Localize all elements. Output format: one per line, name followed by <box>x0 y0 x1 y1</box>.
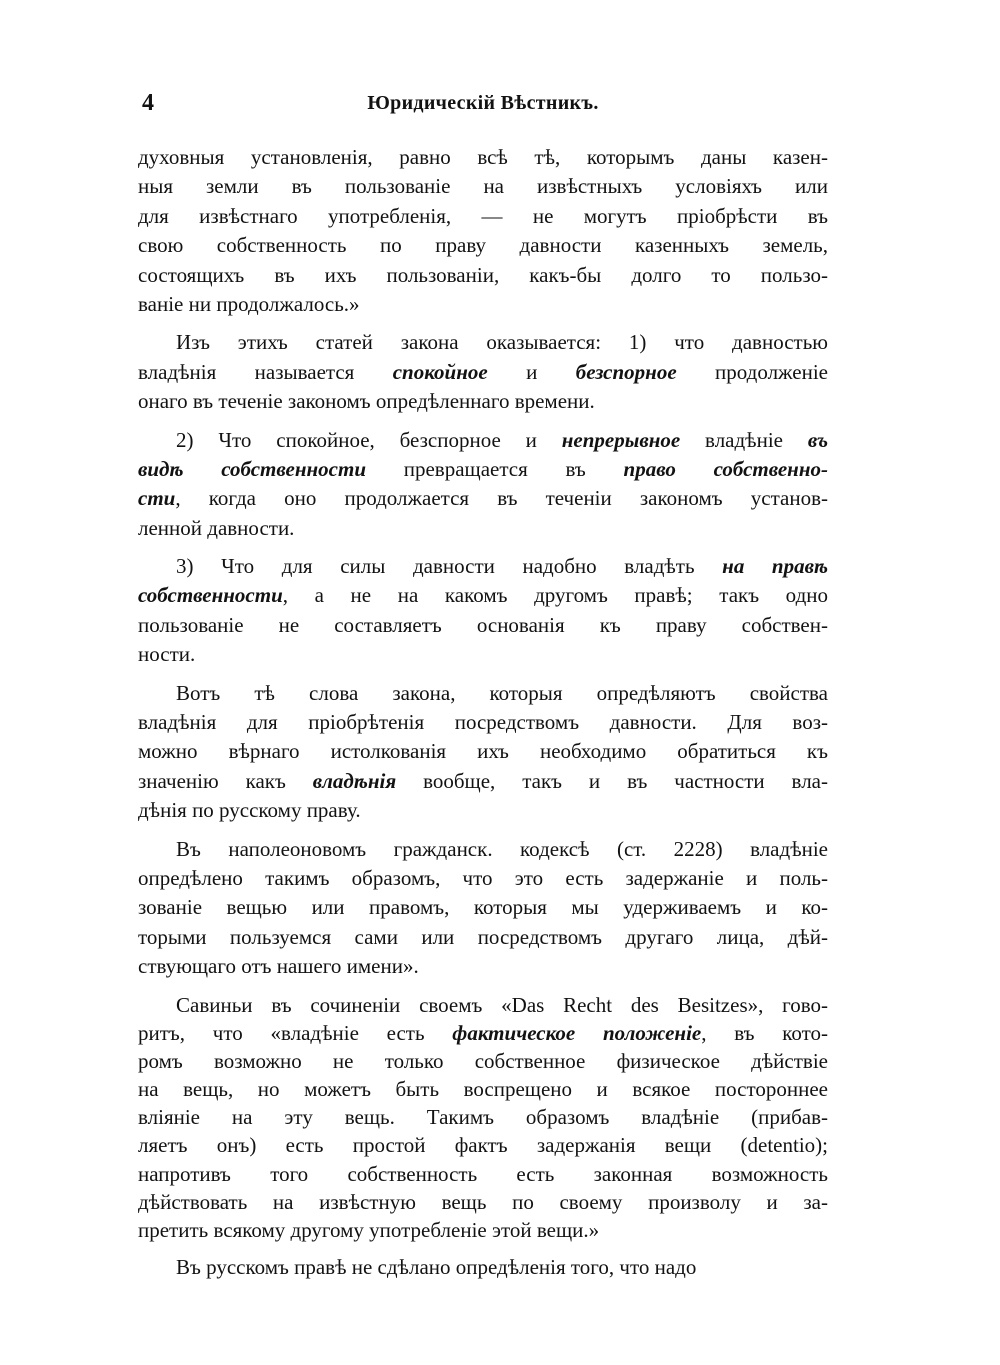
text-line <box>138 426 828 455</box>
emphasis-text: въ <box>807 427 829 452</box>
text-segment: пользованіе не составляетъ основанія къ праву собствен- <box>138 612 828 637</box>
text-segment: претить всякому другому употребленіе этой вещи.» <box>138 1218 600 1243</box>
text-segment: на вещь, но можетъ быть воспрещено и всякое постороннее <box>138 1077 828 1102</box>
running-title: Юридическій Вѣстникъ. <box>367 92 599 114</box>
text-segment: , когда оно продолжается въ теченіи закономъ установ- <box>175 486 828 511</box>
text-segment: Вотъ тѣ слова закона, которыя опредѣляютъ свойства <box>176 680 828 705</box>
paragraph <box>138 143 828 319</box>
text-line <box>138 1216 828 1244</box>
text-segment: свою собственность по праву давности казенныхъ земель, <box>138 233 828 258</box>
text-line <box>138 1131 828 1159</box>
emphasis-text: безспорное <box>575 359 677 384</box>
emphasis-text: видѣ собственности <box>138 456 366 481</box>
text-line <box>138 991 828 1019</box>
text-line <box>138 1253 828 1282</box>
text-line <box>138 1047 828 1075</box>
text-line <box>138 328 828 357</box>
text-segment: ромъ возможно не только собственное физическое дѣйствіе <box>138 1048 828 1073</box>
text-line <box>138 640 828 669</box>
text-line <box>138 261 828 290</box>
text-line <box>138 1188 828 1216</box>
text-segment: ности. <box>138 642 196 667</box>
text-segment: ныя земли въ пользованіе на извѣстныхъ условіяхъ или <box>138 174 828 199</box>
paragraph <box>138 426 828 544</box>
text-line <box>138 611 828 640</box>
text-segment: Изъ этихъ статей закона оказывается: 1) что давностью <box>176 330 828 355</box>
text-segment: зованіе вещью или правомъ, которыя мы удерживаемъ и ко- <box>138 895 828 920</box>
text-segment: превращается въ <box>366 456 624 481</box>
text-segment: духовныя установленія, равно всѣ тѣ, которымъ даны казен- <box>138 145 828 169</box>
emphasis-text: спокойное <box>392 359 488 384</box>
text-segment: значенію какъ <box>138 768 313 793</box>
text-line <box>138 172 828 201</box>
text-line <box>138 893 828 922</box>
paragraph <box>138 991 828 1245</box>
text-segment: вообще, такъ и въ частности вла- <box>396 768 828 793</box>
text-segment: ствующаго отъ нашего имени». <box>138 954 419 979</box>
text-segment: , а не на какомъ другомъ правѣ; такъ одно <box>282 583 828 608</box>
emphasis-text: право собственно- <box>623 456 828 481</box>
emphasis-text: на правѣ <box>722 554 828 579</box>
text-segment: можно вѣрнаго истолкованія ихъ необходимо обратиться къ <box>138 739 828 764</box>
text-segment: владѣнія для пріобрѣтенія посредствомъ давности. Для воз- <box>138 710 828 735</box>
text-segment: ваніе ни продолжалось.» <box>138 291 360 316</box>
text-line <box>138 387 828 416</box>
text-segment: вліяніе на эту вещь. Такимъ образомъ владѣніе (прибав- <box>138 1105 828 1130</box>
text-line <box>138 1075 828 1103</box>
text-segment: Савиньи въ сочиненіи своемъ «Das Recht des Besitzes», гово- <box>176 992 828 1017</box>
text-line <box>138 455 828 484</box>
body-text <box>138 143 828 1292</box>
text-line <box>138 952 828 981</box>
text-segment: для извѣстнаго употребленія, — не могутъ пріобрѣсти въ <box>138 203 828 228</box>
text-segment: 3) Что для силы давности надобно владѣть <box>176 554 723 579</box>
text-segment: опредѣлено такимъ образомъ, что это есть задержаніе и поль- <box>138 865 828 890</box>
text-line <box>138 835 828 864</box>
text-segment: , въ кото- <box>701 1020 828 1045</box>
text-segment: и <box>487 359 576 384</box>
paragraph <box>138 679 828 826</box>
text-line <box>138 1019 828 1047</box>
text-segment: дѣнія по русскому праву. <box>138 798 361 823</box>
emphasis-text: фактическое положеніе <box>452 1020 702 1045</box>
text-line <box>138 358 828 387</box>
text-segment: 2) Что спокойное, безспорное и <box>176 427 562 452</box>
text-line <box>138 864 828 893</box>
text-line <box>138 1103 828 1131</box>
text-line <box>138 552 828 581</box>
text-line <box>138 737 828 766</box>
text-segment: Въ наполеоновомъ гражданск. кодексѣ (ст. 2228) владѣніе <box>176 836 828 861</box>
paragraph <box>138 835 828 982</box>
paragraph <box>138 552 828 670</box>
text-line <box>138 1160 828 1188</box>
text-segment: владѣнія называется <box>138 359 393 384</box>
text-line <box>138 290 828 319</box>
text-segment: напротивъ того собственность есть законная возможность <box>138 1161 828 1186</box>
text-segment: торыми пользуемся сами или посредствомъ другаго лица, дѣй- <box>138 924 828 949</box>
text-line <box>138 708 828 737</box>
text-segment: онаго въ теченіе закономъ опредѣленнаго времени. <box>138 389 595 414</box>
text-segment: ляетъ онъ) есть простой фактъ задержанія вещи (detentio); <box>138 1133 828 1158</box>
emphasis-text: собственности <box>138 583 283 608</box>
text-segment: Въ русскомъ правѣ не сдѣлано опредѣленія того, что надо <box>176 1255 697 1280</box>
text-line <box>138 767 828 796</box>
page-header <box>138 90 828 120</box>
page-number: 4 <box>142 90 154 116</box>
text-line <box>138 202 828 231</box>
text-line <box>138 581 828 610</box>
emphasis-text: владѣнія <box>312 768 397 793</box>
text-segment: владѣніе <box>680 427 808 452</box>
emphasis-text: сти <box>138 486 176 511</box>
text-line <box>138 484 828 513</box>
text-segment: ленной давности. <box>138 515 295 540</box>
text-segment: ритъ, что «владѣніе есть <box>138 1020 453 1045</box>
text-segment: продолженіе <box>676 359 828 384</box>
paragraph <box>138 1253 828 1282</box>
text-line <box>138 231 828 260</box>
text-line <box>138 923 828 952</box>
text-line <box>138 143 828 172</box>
text-segment: дѣйствовать на извѣстную вещь по своему произволу и за- <box>138 1189 828 1214</box>
text-line <box>138 679 828 708</box>
paragraph <box>138 328 828 416</box>
emphasis-text: непрерывное <box>561 427 681 452</box>
text-line <box>138 796 828 825</box>
text-line <box>138 514 828 543</box>
text-segment: состоящихъ въ ихъ пользованіи, какъ-бы долго то пользо- <box>138 262 828 287</box>
